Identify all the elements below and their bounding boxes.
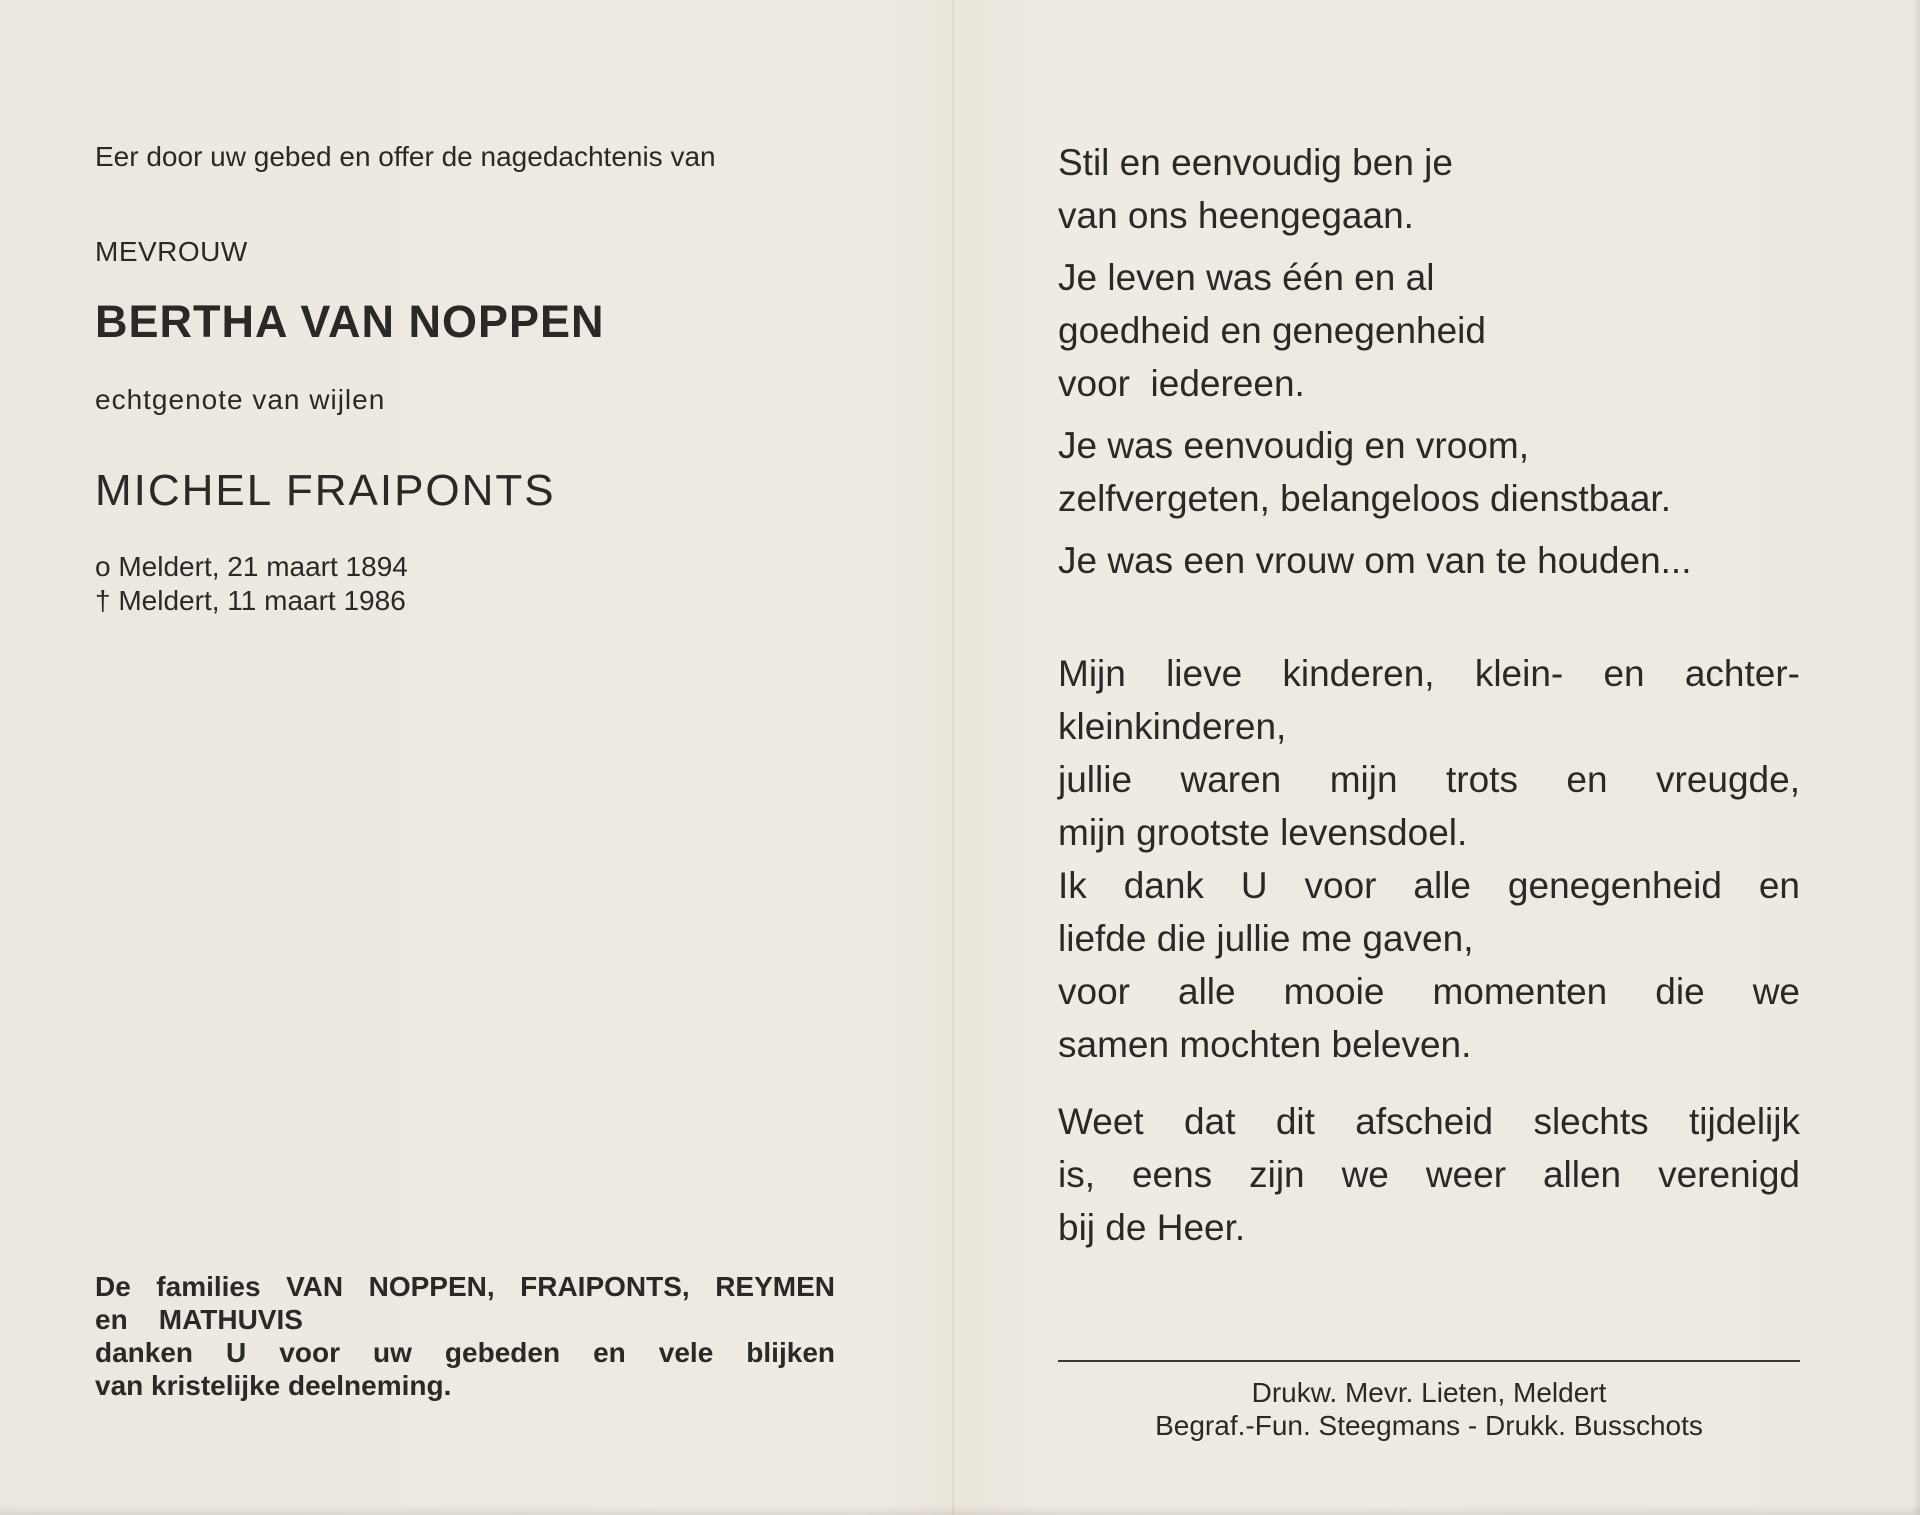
card-fold <box>952 0 954 1515</box>
thanks-line: van kristelijke deelneming. <box>95 1370 452 1401</box>
poem-line: Weet dat dit afscheid slechts tijdelijk <box>1058 1101 1800 1142</box>
death-date: † Meldert, 11 maart 1986 <box>95 585 406 616</box>
poem <box>1058 136 1800 1263</box>
divider-rule <box>1058 1360 1800 1362</box>
poem-line: Je was eenvoudig en vroom, <box>1058 425 1529 466</box>
poem-stanza <box>1058 419 1800 525</box>
poem-line: is, eens zijn we weer allen verenigd <box>1058 1154 1800 1195</box>
poem-line: goedheid en genegenheid <box>1058 310 1486 351</box>
poem-line: voor iedereen. <box>1058 363 1305 404</box>
life-dates <box>95 550 408 618</box>
family-thanks <box>95 1270 835 1402</box>
deceased-name: BERTHA VAN NOPPEN <box>95 296 605 347</box>
poem-line: Je leven was één en al <box>1058 257 1435 298</box>
poem-line: zelfvergeten, belangeloos dienstbaar. <box>1058 478 1671 519</box>
poem-stanza <box>1058 647 1800 1071</box>
printer-line: Drukw. Mevr. Lieten, Meldert <box>1251 1377 1607 1408</box>
printer-credits <box>1058 1376 1800 1442</box>
birth-date: o Meldert, 21 maart 1894 <box>95 551 408 582</box>
thanks-line: danken U voor uw gebeden en vele blijken <box>95 1337 835 1368</box>
poem-line: Je was een vrouw om van te houden... <box>1058 540 1692 581</box>
card-edge-shadow <box>1912 0 1920 1515</box>
card-bottom-shadow <box>0 1505 1920 1515</box>
poem-stanza <box>1058 1095 1800 1254</box>
poem-line: samen mochten beleven. <box>1058 1024 1472 1065</box>
poem-line: liefde die jullie me gaven, <box>1058 918 1474 959</box>
poem-stanza <box>1058 251 1800 410</box>
poem-line: van ons heengegaan. <box>1058 195 1414 236</box>
printer-line: Begraf.-Fun. Steegmans - Drukk. Busschots <box>1155 1410 1703 1441</box>
title-label: MEVROUW <box>95 236 248 267</box>
intro-text: Eer door uw gebed en offer de nagedachtenis van <box>95 141 716 172</box>
spouse-name: MICHEL FRAIPONTS <box>95 466 556 515</box>
poem-line: bij de Heer. <box>1058 1207 1246 1248</box>
thanks-line: De families VAN NOPPEN, FRAIPONTS, REYMEN <box>95 1271 835 1302</box>
poem-line: voor alle mooie momenten die we <box>1058 971 1800 1012</box>
poem-line: mijn grootste levensdoel. <box>1058 812 1468 853</box>
poem-line: Mijn lieve kinderen, klein- en achter- <box>1058 653 1800 694</box>
poem-line: kleinkinderen, <box>1058 706 1287 747</box>
poem-stanza <box>1058 534 1800 587</box>
thanks-line: en MATHUVIS <box>95 1304 303 1335</box>
poem-line: jullie waren mijn trots en vreugde, <box>1058 759 1800 800</box>
poem-stanza <box>1058 136 1800 242</box>
relation-text: echtgenote van wijlen <box>95 384 386 415</box>
poem-line: Stil en eenvoudig ben je <box>1058 142 1453 183</box>
poem-line: Ik dank U voor alle genegenheid en <box>1058 865 1800 906</box>
